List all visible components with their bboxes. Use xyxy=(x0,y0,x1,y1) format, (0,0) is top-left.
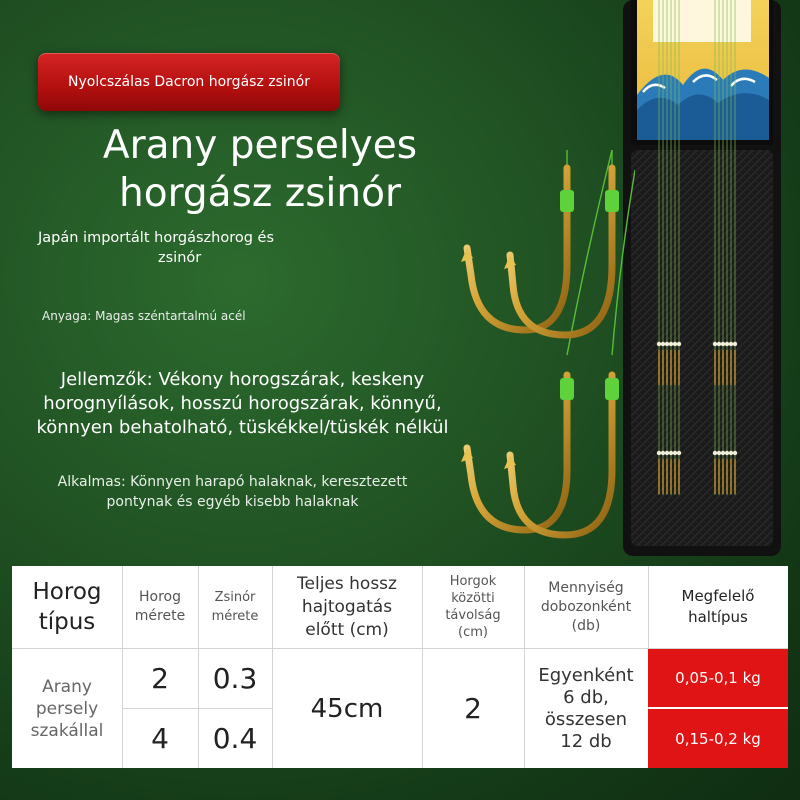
features-line: horognyílások, hosszú horogszárak, könnyű, xyxy=(43,393,442,414)
suitable-line: pontynak és egyéb kisebb halaknak xyxy=(106,494,359,510)
header-hook-size: Horog mérete xyxy=(134,589,186,624)
hook-type-value: Arany persely szakállal xyxy=(30,676,104,741)
title-line-2: horgász zsinór xyxy=(118,171,401,216)
header-total-length: Teljes hossz hajtogatás előtt (cm) xyxy=(297,573,397,640)
line-size-row-1: 0.3 xyxy=(212,662,258,695)
header-hook-spacing: Horgok közötti távolság (cm) xyxy=(445,574,501,640)
material-text: Anyaga: Magas széntartalmú acél xyxy=(42,309,246,323)
spec-table xyxy=(12,566,788,768)
hook-size-row-1: 2 xyxy=(151,662,169,695)
subtitle xyxy=(38,228,318,268)
features-line: könnyen behatolható, tüskékkel/tüskék nélkül xyxy=(36,417,449,438)
header-line-size: Zsinór mérete xyxy=(211,590,259,624)
suitable-text xyxy=(20,472,445,512)
features-line: Jellemzők: Vékony horogszárak, keskeny xyxy=(60,369,425,390)
features-text xyxy=(20,368,465,440)
subtitle-line-2: zsinór xyxy=(158,250,202,266)
header-hook-type: Horog típus xyxy=(32,579,102,635)
fish-weight-row-1: 0,05-0,1 kg xyxy=(648,649,788,707)
badge-text: Nyolcszálas Dacron horgász zsinór xyxy=(68,74,310,90)
line-size-row-2: 0.4 xyxy=(212,722,258,755)
hook-size-row-2: 4 xyxy=(151,722,169,755)
header-fish-type: Megfelelő haltípus xyxy=(681,587,755,626)
hooks-image xyxy=(455,150,635,540)
hook-spacing-value: 2 xyxy=(464,692,482,725)
product-line-badge xyxy=(38,53,340,111)
product-box-image xyxy=(623,0,781,556)
quantity-value: Egyenként 6 db, összesen 12 db xyxy=(538,664,634,752)
suitable-line: Alkalmas: Könnyen harapó halaknak, keresztezett xyxy=(57,474,408,490)
total-length-value: 45cm xyxy=(310,693,384,724)
fish-weight-row-2: 0,15-0,2 kg xyxy=(648,709,788,768)
title-line-1: Arany perselyes xyxy=(102,123,418,168)
header-quantity: Mennyiség dobozonként (db) xyxy=(540,579,632,634)
subtitle-line-1: Japán importált horgászhorog és xyxy=(38,230,275,246)
